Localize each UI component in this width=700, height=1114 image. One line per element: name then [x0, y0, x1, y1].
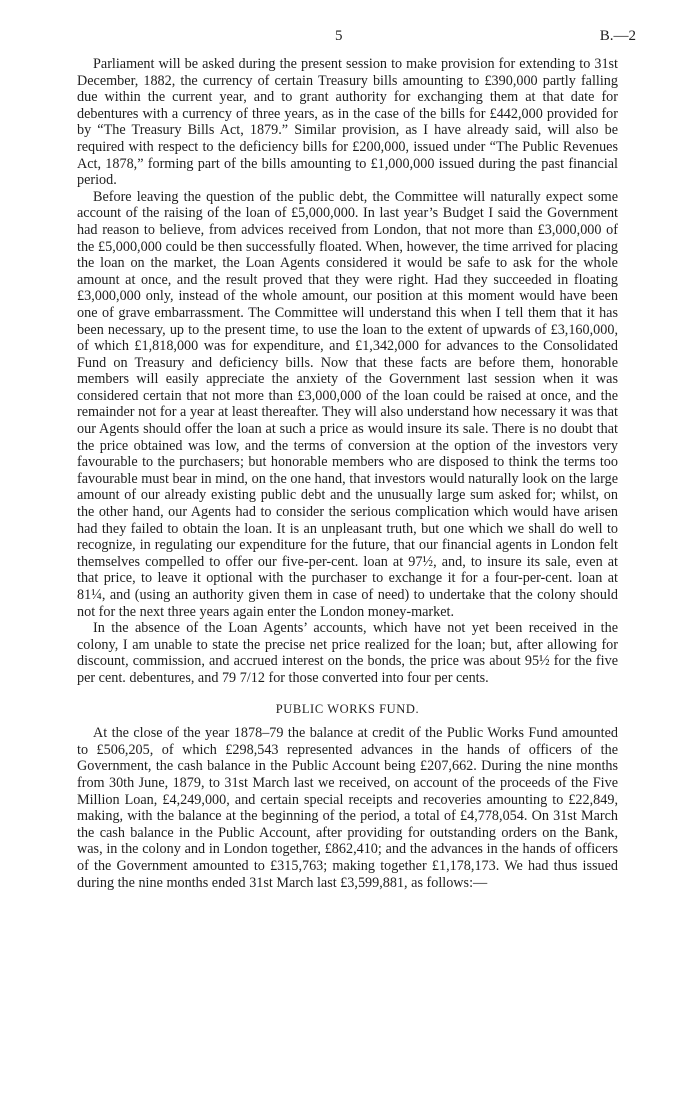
document-reference: B.—2 [599, 28, 636, 44]
paragraph-public-works-fund: At the close of the year 1878–79 the balance at credit of the Public Works Fund amounted to £506,205, of which £298,543 represented advances in the hands of officers of the Government, the cash balance in the Public Account being £207,662. During the nine months from 30th June, 1879, to 31st March last we received, on account of the proceeds of the Five Million Loan, £4,249,000, and certain special receipts and recoveries amounting to £22,849, making, with the balance at the beginning of the period, a total of £4,778,054. On 31st March the cash balance in the Public Account, after providing for outstanding orders on the Bank, was, in the colony and in London together, £862,410; and the advances in the hands of officers of the Government amounted to £315,763; making together £1,178,173. We had thus issued during the nine months ended 31st March last £3,599,881, as follows:— [77, 725, 618, 891]
document-body [77, 56, 618, 891]
paragraph-net-price: In the absence of the Loan Agents’ accounts, which have not yet been received in the colony, I am unable to state the precise net price realized for the loan; but, after allowing for discount, commission, and accrued interest on the bonds, the price was about 95½ for the five per cent. debentures, and 79 7/12 for those converted into four per cents. [77, 620, 618, 686]
page-number: 5 [335, 28, 343, 44]
paragraph-treasury-bills: Parliament will be asked during the present session to make provision for extending to 31st December, 1882, the currency of certain Treasury bills amounting to £390,000 partly falling due within the current year, and to grant authority for exchanging them at that date for debentures with a currency of three years, as in the case of the bills for £442,000 provided for by “The Treasury Bills Act, 1879.” Similar provision, as I have already said, will also be required with respect to the deficiency bills for £200,000, issued under “The Public Revenues Act, 1878,” forming part of the bills amounting to £1,000,000 issued during the past financial period. [77, 56, 618, 189]
page-header [0, 28, 700, 52]
section-title: PUBLIC WORKS FUND. [275, 701, 420, 716]
paragraph-loan-raising: Before leaving the question of the public debt, the Committee will naturally expect some account of the raising of the loan of £5,000,000. In last year’s Budget I said the Government had reason to believe, from advices received from London, that not more than £3,000,000 of the £5,000,000 could be then successfully floated. When, however, the time arrived for placing the loan on the market, the Loan Agents considered it would be safe to ask for the whole amount at once, and the result proved that they were right. Had they succeeded in floating £3,000,000 only, instead of the whole amount, our position at this moment would have been one of grave embarrassment. The Committee will understand this when I tell them that it has been necessary, up to the present time, to use the loan to the extent of upwards of £3,160,000, of which £1,818,000 was for expenditure, and £1,342,000 for advances to the Consolidated Fund on Treasury and deficiency bills. Now that these facts are before them, honorable members will easily appreciate the anxiety of the Government last session when it was considered certain that not more than £3,000,000 of the loan could be raised at once, and the remainder not for a year at least thereafter. They will also understand how necessary it was that our Agents should offer the loan at such a price as would insure its sale. There is no doubt that the price obtained was low, and the terms of conversion at the option of the investors very favourable to the purchasers; but honorable members who are disposed to think the terms too favourable must bear in mind, on the one hand, that investors would naturally look on the large amount of our already existing public debt and the unusually large sum asked for; whilst, on the other hand, our Agents had to consider the serious complication which would have arisen had they failed to obtain the loan. It is an unpleasant truth, but one which we shall do well to recognize, in regulating our expenditure for the future, that our financial agents in London felt themselves compelled to offer our five-per-cent. loan at 97½, and, to insure its sale, even at that price, to leave it optional with the purchaser to exchange it for a four-per-cent. loan at 81¼, and (using an authority given them in case of need) to undertake that the colony should not for the next three years again enter the London money-market. [77, 188, 618, 620]
